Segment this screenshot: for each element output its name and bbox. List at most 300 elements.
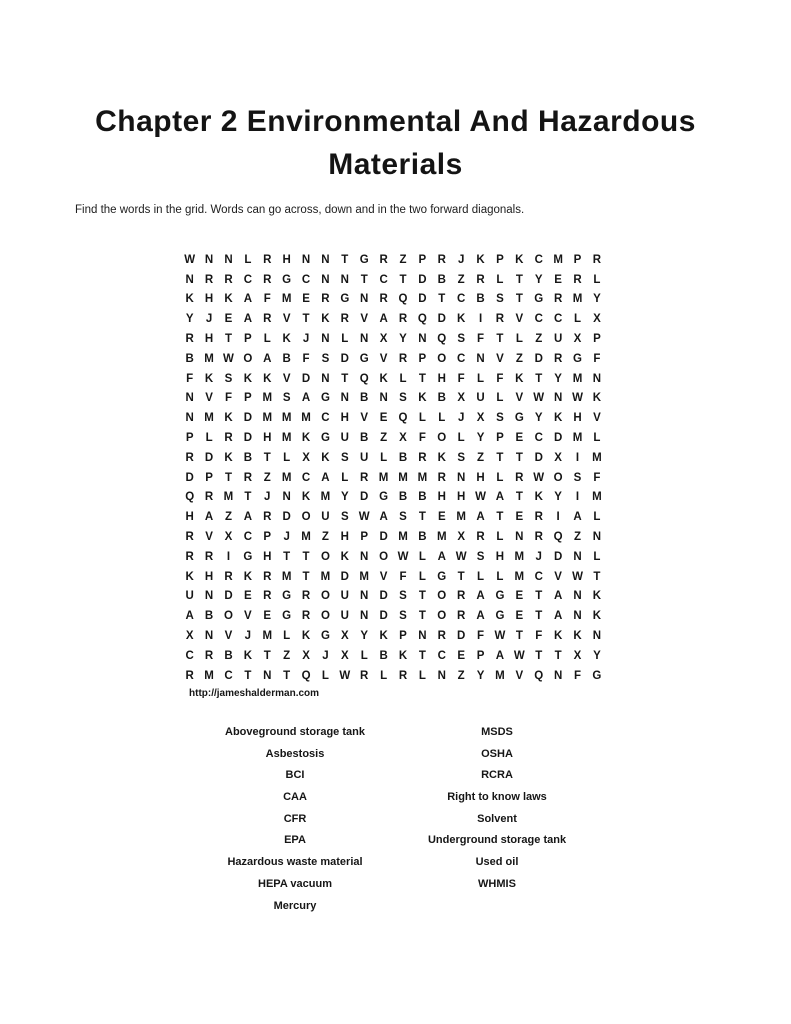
grid-letter: M	[320, 491, 331, 504]
grid-letter: B	[476, 293, 485, 306]
page-title	[0, 100, 791, 186]
grid-letter: S	[476, 550, 485, 563]
grid-letter: R	[476, 273, 485, 286]
grid-letter: A	[495, 649, 505, 662]
grid-letter: D	[243, 432, 253, 445]
grid-letter: Z	[457, 669, 465, 682]
grid-letter: T	[224, 333, 232, 346]
grid-letter: K	[224, 451, 233, 464]
grid-letter: T	[399, 273, 407, 286]
grid-letter: S	[340, 511, 349, 524]
grid-letter: M	[281, 432, 292, 445]
grid-letter: G	[282, 273, 292, 286]
grid-letter: R	[398, 313, 408, 326]
grid-letter: N	[418, 333, 427, 346]
grid-letter: C	[534, 570, 543, 583]
grid-letter: U	[360, 451, 369, 464]
grid-letter: E	[515, 610, 524, 623]
grid-letter: O	[379, 550, 389, 563]
grid-letter: J	[244, 630, 252, 643]
grid-letter: S	[496, 412, 504, 425]
grid-letter: Z	[321, 531, 329, 544]
grid-letter: T	[283, 669, 291, 682]
grid-letter: K	[301, 630, 311, 643]
grid-letter: D	[340, 570, 349, 583]
word-list-item: CFR	[283, 812, 307, 825]
grid-letter: T	[535, 590, 543, 603]
grid-letter: S	[457, 451, 465, 464]
grid-letter: T	[302, 313, 310, 326]
grid-letter: H	[263, 432, 272, 445]
grid-letter: G	[495, 590, 505, 603]
grid-letter: B	[282, 352, 291, 365]
grid-letter: Q	[398, 293, 408, 306]
grid-letter: K	[263, 372, 272, 385]
grid-letter: T	[496, 511, 504, 524]
grid-letter: C	[301, 471, 311, 484]
grid-letter: P	[244, 333, 252, 346]
grid-letter: F	[593, 471, 601, 484]
grid-letter: A	[573, 511, 582, 524]
grid-letter: J	[535, 550, 542, 563]
source-url-text: http://jameshalderman.com	[189, 688, 320, 699]
grid-letter: K	[301, 491, 311, 504]
grid-letter: M	[378, 471, 389, 484]
grid-letter: L	[438, 412, 446, 425]
grid-letter: S	[399, 511, 407, 524]
grid-letter: R	[534, 531, 543, 544]
grid-letter: L	[418, 412, 426, 425]
grid-letter: T	[302, 550, 310, 563]
grid-letter: F	[399, 570, 407, 583]
grid-letter: I	[226, 550, 231, 563]
grid-letter: Q	[534, 669, 544, 682]
grid-letter: T	[263, 649, 271, 662]
grid-letter: T	[535, 649, 543, 662]
grid-letter: B	[398, 451, 408, 464]
grid-letter: B	[204, 610, 214, 623]
grid-letter: T	[341, 372, 349, 385]
grid-letter: V	[515, 392, 524, 405]
grid-letter: M	[553, 253, 563, 266]
grid-letter: T	[418, 649, 426, 662]
grid-letter: B	[418, 531, 427, 544]
grid-letter: T	[302, 570, 310, 583]
grid-letter: S	[321, 352, 330, 365]
grid-letter: B	[437, 273, 446, 286]
grid-letter: M	[223, 491, 234, 504]
grid-letter: R	[185, 451, 194, 464]
grid-letter: N	[360, 590, 369, 603]
grid-letter: X	[399, 432, 407, 445]
grid-letter: W	[533, 471, 545, 484]
grid-letter: C	[534, 253, 543, 266]
grid-letter: R	[185, 531, 194, 544]
grid-letter: E	[515, 590, 524, 603]
grid-letter: W	[223, 352, 234, 365]
grid-letter: E	[244, 590, 252, 603]
grid-letter: T	[515, 293, 523, 306]
grid-letter: P	[185, 432, 194, 445]
grid-letter: D	[379, 590, 388, 603]
grid-letter: Z	[399, 253, 407, 266]
grid-letter: K	[282, 333, 291, 346]
grid-letter: M	[572, 372, 583, 385]
grid-letter: M	[204, 352, 214, 365]
grid-letter: N	[204, 590, 214, 603]
grid-letter: L	[205, 432, 213, 445]
grid-letter: C	[534, 313, 543, 326]
grid-letter: Z	[283, 649, 291, 662]
grid-letter: D	[224, 590, 233, 603]
grid-letter: L	[418, 570, 426, 583]
grid-letter: Y	[554, 491, 562, 504]
grid-letter: R	[263, 313, 272, 326]
grid-letter: N	[360, 550, 369, 563]
grid-letter: L	[283, 451, 291, 464]
grid-letter: N	[360, 610, 369, 623]
grid-letter: H	[185, 511, 194, 524]
grid-letter: L	[418, 669, 426, 682]
grid-letter: B	[224, 649, 233, 662]
grid-letter: X	[457, 392, 465, 405]
grid-letter: V	[205, 392, 213, 405]
grid-letter: C	[185, 649, 194, 662]
grid-letter: R	[340, 313, 349, 326]
grid-letter: N	[437, 669, 446, 682]
grid-letter: R	[418, 451, 427, 464]
grid-letter: R	[573, 273, 582, 286]
grid-letter: W	[533, 392, 545, 405]
grid-letter: G	[359, 352, 369, 365]
grid-letter: A	[379, 511, 388, 524]
grid-letter: R	[437, 253, 446, 266]
grid-letter: N	[340, 392, 349, 405]
grid-letter: A	[553, 610, 563, 623]
grid-letter: T	[418, 372, 426, 385]
grid-letter: M	[204, 412, 214, 425]
grid-letter: E	[554, 273, 562, 286]
grid-letter: T	[515, 451, 523, 464]
grid-letter: P	[263, 531, 272, 544]
grid-letter: L	[496, 570, 504, 583]
grid-letter: D	[553, 550, 563, 563]
grid-letter: P	[496, 253, 504, 266]
grid-letter: A	[243, 511, 253, 524]
grid-letter: C	[224, 669, 233, 682]
grid-letter: P	[476, 649, 485, 662]
grid-letter: C	[243, 531, 253, 544]
grid-letter: Y	[593, 649, 601, 662]
grid-letter: T	[341, 253, 349, 266]
grid-letter: P	[496, 432, 504, 445]
grid-letter: Y	[534, 273, 543, 286]
grid-letter: X	[476, 412, 485, 425]
grid-letter: J	[322, 649, 329, 662]
grid-letter: L	[341, 471, 349, 484]
grid-letter: N	[553, 669, 563, 682]
grid-letter: K	[224, 293, 233, 306]
grid-letter: X	[302, 649, 310, 662]
grid-letter: X	[573, 649, 582, 662]
grid-letter: K	[592, 590, 602, 603]
grid-letter: T	[515, 630, 523, 643]
grid-letter: A	[379, 313, 388, 326]
grid-letter: L	[283, 630, 291, 643]
grid-letter: O	[437, 590, 447, 603]
grid-letter: M	[417, 471, 428, 484]
grid-letter: M	[398, 471, 408, 484]
grid-letter: L	[341, 333, 349, 346]
grid-letter: E	[515, 432, 524, 445]
grid-letter: R	[185, 333, 194, 346]
grid-letter: V	[379, 570, 388, 583]
grid-letter: G	[379, 491, 389, 504]
grid-letter: V	[515, 313, 524, 326]
grid-letter: Q	[437, 333, 447, 346]
grid-letter: U	[340, 610, 349, 623]
grid-letter: B	[398, 491, 408, 504]
grid-letter: K	[379, 372, 388, 385]
grid-letter: P	[244, 392, 252, 405]
grid-letter: N	[418, 630, 427, 643]
grid-letter: S	[340, 451, 349, 464]
grid-letter: K	[592, 392, 602, 405]
grid-letter: R	[592, 253, 602, 266]
grid-letter: D	[243, 412, 253, 425]
grid-letter: Y	[399, 333, 407, 346]
grid-letter: I	[575, 491, 580, 504]
grid-letter: B	[418, 491, 427, 504]
grid-letter: X	[302, 451, 310, 464]
grid-letter: X	[593, 313, 601, 326]
grid-letter: L	[593, 511, 601, 524]
grid-letter: N	[515, 531, 524, 544]
grid-letter: O	[224, 610, 233, 623]
grid-letter: B	[185, 352, 194, 365]
grid-letter: L	[380, 451, 388, 464]
grid-letter: V	[515, 669, 524, 682]
grid-letter: C	[457, 293, 466, 306]
grid-letter: M	[204, 669, 214, 682]
grid-letter: W	[397, 550, 409, 563]
grid-letter: Q	[398, 412, 408, 425]
grid-letter: A	[437, 550, 446, 563]
grid-letter: N	[553, 392, 563, 405]
grid-letter: W	[572, 570, 583, 583]
grid-letter: H	[437, 491, 446, 504]
grid-letter: R	[437, 471, 446, 484]
grid-letter: L	[380, 669, 388, 682]
grid-letter: G	[282, 590, 292, 603]
grid-letter: V	[282, 313, 291, 326]
grid-letter: K	[185, 293, 194, 306]
grid-letter: W	[339, 669, 351, 682]
grid-letter: R	[263, 273, 272, 286]
grid-letter: R	[204, 550, 214, 563]
grid-letter: T	[263, 451, 271, 464]
page-title-line-1: Chapter 2 Environmental And Hazardous	[95, 105, 696, 138]
grid-letter: P	[573, 253, 582, 266]
grid-letter: R	[515, 471, 524, 484]
grid-letter: O	[437, 610, 447, 623]
grid-letter: F	[477, 630, 485, 643]
grid-letter: N	[340, 273, 349, 286]
grid-letter: W	[494, 630, 506, 643]
grid-letter: L	[496, 273, 504, 286]
grid-letter: Z	[263, 471, 271, 484]
word-list-item: Underground storage tank	[427, 834, 567, 847]
grid-letter: K	[340, 550, 349, 563]
grid-letter: T	[438, 293, 446, 306]
grid-letter: U	[553, 333, 563, 346]
grid-letter: E	[379, 412, 388, 425]
grid-letter: T	[554, 649, 562, 662]
word-list-item: Mercury	[273, 899, 317, 912]
grid-letter: M	[281, 570, 292, 583]
grid-letter: W	[475, 491, 486, 504]
grid-letter: P	[418, 352, 427, 365]
grid-letter: N	[263, 669, 272, 682]
grid-letter: F	[186, 372, 194, 385]
grid-letter: T	[360, 273, 368, 286]
grid-letter: F	[496, 372, 504, 385]
grid-letter: Q	[185, 491, 195, 504]
grid-letter: L	[418, 550, 426, 563]
grid-letter: X	[340, 630, 349, 643]
grid-letter: Q	[553, 531, 563, 544]
grid-letter: L	[496, 531, 504, 544]
grid-letter: D	[553, 432, 563, 445]
grid-letter: C	[553, 313, 563, 326]
grid-letter: K	[515, 372, 524, 385]
grid-letter: A	[301, 392, 311, 405]
grid-letter: X	[340, 649, 349, 662]
grid-letter: P	[593, 333, 601, 346]
grid-letter: V	[360, 313, 369, 326]
grid-letter: R	[263, 590, 272, 603]
grid-letter: K	[321, 313, 330, 326]
grid-letter: A	[321, 471, 330, 484]
grid-letter: R	[398, 352, 408, 365]
grid-letter: T	[593, 570, 601, 583]
grid-letter: J	[205, 313, 213, 326]
grid-letter: U	[476, 392, 485, 405]
grid-letter: L	[399, 372, 407, 385]
grid-letter: O	[553, 471, 563, 484]
grid-letter: E	[437, 511, 446, 524]
grid-letter: B	[360, 392, 369, 405]
grid-letter: K	[185, 570, 194, 583]
grid-letter: F	[477, 333, 485, 346]
word-list-column-2	[377, 725, 617, 899]
grid-letter: K	[592, 610, 602, 623]
grid-letter: M	[495, 669, 505, 682]
grid-letter: X	[379, 333, 388, 346]
grid-letter: S	[224, 372, 233, 385]
grid-letter: D	[340, 352, 349, 365]
grid-letter: R	[301, 610, 311, 623]
grid-letter: H	[340, 531, 349, 544]
grid-letter: L	[263, 333, 271, 346]
grid-letter: R	[224, 273, 233, 286]
grid-letter: N	[592, 630, 602, 643]
grid-letter: W	[513, 649, 525, 662]
grid-letter: S	[457, 333, 465, 346]
grid-letter: R	[204, 491, 214, 504]
grid-letter: P	[205, 471, 213, 484]
grid-letter: T	[244, 491, 252, 504]
grid-letter: A	[476, 610, 485, 623]
grid-letter: J	[264, 491, 271, 504]
grid-letter: G	[359, 253, 369, 266]
grid-letter: N	[476, 352, 485, 365]
grid-letter: F	[418, 432, 426, 445]
grid-letter: T	[515, 273, 523, 286]
grid-letter: M	[281, 412, 292, 425]
grid-letter: K	[204, 372, 214, 385]
grid-letter: N	[360, 333, 369, 346]
grid-letter: Q	[359, 372, 369, 385]
grid-letter: Y	[360, 630, 369, 643]
grid-letter: F	[593, 352, 601, 365]
grid-letter: R	[437, 630, 446, 643]
grid-letter: N	[573, 610, 582, 623]
page-title-line-2: Materials	[328, 148, 463, 181]
grid-letter: Y	[534, 412, 543, 425]
grid-letter: N	[573, 590, 582, 603]
grid-letter: S	[399, 392, 407, 405]
grid-letter: Y	[593, 293, 601, 306]
grid-letter: V	[224, 630, 233, 643]
grid-letter: R	[301, 590, 311, 603]
grid-letter: A	[263, 352, 272, 365]
grid-letter: H	[437, 372, 446, 385]
grid-letter: R	[398, 669, 408, 682]
grid-letter: R	[185, 550, 194, 563]
grid-letter: M	[514, 550, 525, 563]
word-list-item: Right to know laws	[447, 791, 547, 804]
grid-letter: M	[572, 432, 583, 445]
grid-letter: T	[418, 610, 426, 623]
grid-letter: S	[573, 471, 582, 484]
grid-letter: A	[243, 313, 253, 326]
grid-letter: M	[592, 451, 602, 464]
grid-letter: T	[535, 610, 543, 623]
grid-letter: L	[457, 432, 465, 445]
grid-letter: I	[575, 451, 580, 464]
grid-letter: E	[263, 610, 272, 623]
grid-letter: V	[496, 352, 504, 365]
grid-letter: A	[476, 590, 485, 603]
grid-letter: K	[301, 432, 311, 445]
grid-letter: H	[263, 550, 272, 563]
grid-letter: K	[379, 630, 388, 643]
grid-letter: W	[358, 511, 370, 524]
grid-letter: R	[185, 669, 194, 682]
grid-letter: Y	[340, 491, 349, 504]
grid-letter: A	[204, 511, 214, 524]
grid-letter: G	[592, 669, 602, 682]
grid-letter: R	[457, 590, 466, 603]
grid-letter: N	[321, 333, 330, 346]
word-list-item: Used oil	[475, 856, 519, 869]
grid-letter: N	[282, 491, 291, 504]
grid-letter: L	[515, 333, 523, 346]
grid-letter: R	[243, 471, 253, 484]
grid-letter: Y	[185, 313, 194, 326]
word-list-item: RCRA	[481, 769, 513, 782]
